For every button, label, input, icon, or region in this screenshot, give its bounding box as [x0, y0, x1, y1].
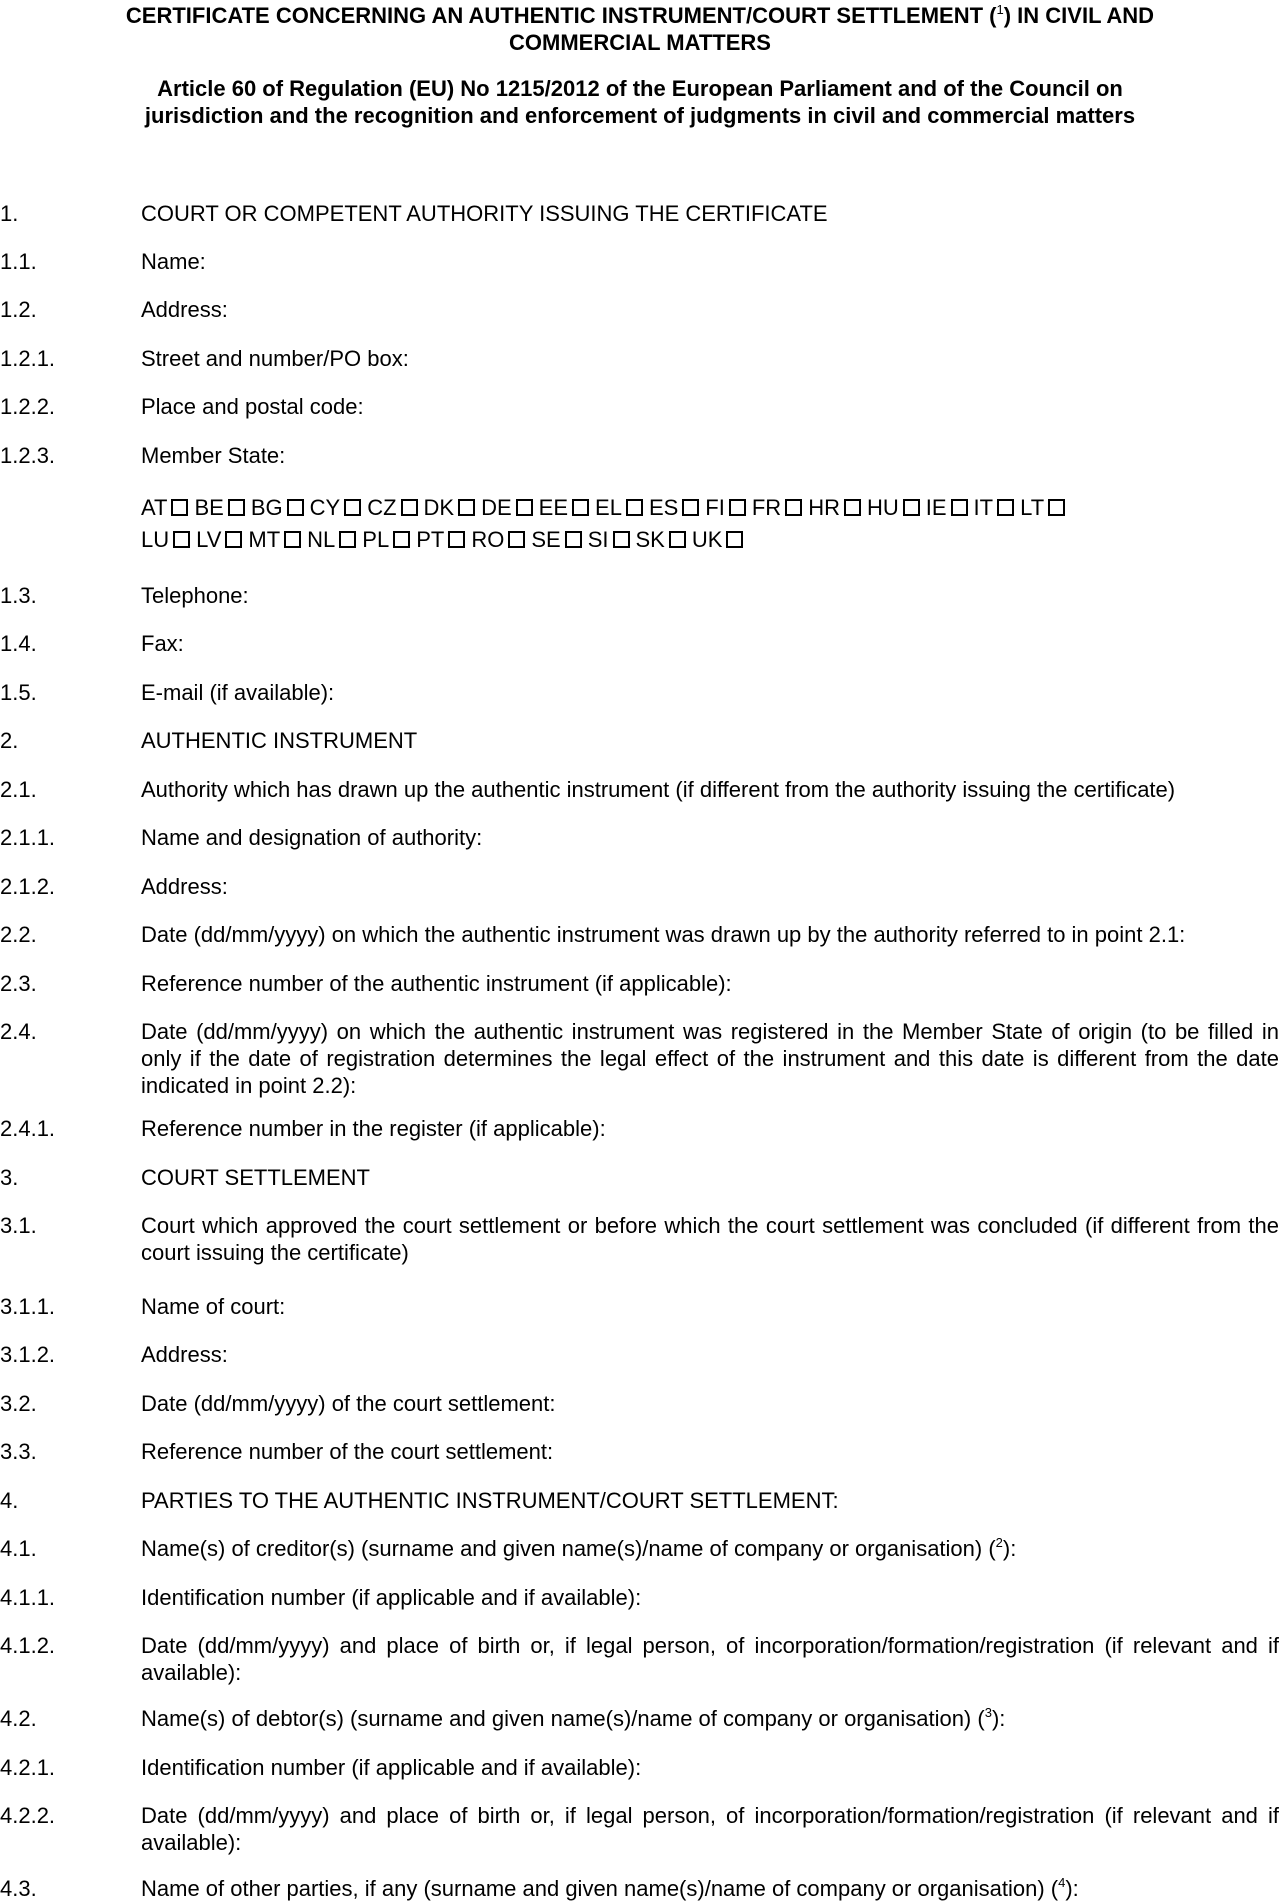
- section-text: Address:: [141, 874, 228, 899]
- member-state-code: SE: [531, 527, 561, 552]
- section-label: [141, 1875, 1279, 1902]
- section-label: [141, 1535, 1279, 1562]
- checkbox-lt[interactable]: [1048, 499, 1065, 516]
- section-text: Date (dd/mm/yyyy) on which the authentic instrument was registered in the Member State of origin (to be filled in only if the date of registration determines the legal effect of the instrument and this date is different from the date indicated in point 2.2):: [141, 1019, 1279, 1098]
- section-label: [141, 679, 1279, 706]
- section-label: [141, 1212, 1279, 1266]
- section-text: Authority which has drawn up the authentic instrument (if different from the authority issuing the certificate): [141, 777, 1176, 802]
- section-label: [141, 970, 1279, 997]
- section-label: [141, 1754, 1279, 1781]
- member-state-code: IT: [973, 495, 994, 520]
- section-number: 1.3.: [0, 583, 37, 608]
- section-label: [141, 1293, 1279, 1320]
- section-number: 3.1.1.: [0, 1294, 56, 1319]
- section-number: 1.4.: [0, 631, 37, 656]
- section-text-end: ):: [1065, 1876, 1079, 1901]
- section-text: Street and number/PO box:: [141, 346, 409, 371]
- section-label: [141, 1018, 1279, 1099]
- section-number: 4.2.1.: [0, 1755, 56, 1780]
- member-state-code: SK: [635, 527, 665, 552]
- member-state-code: FI: [705, 495, 725, 520]
- section-label: [141, 248, 1279, 275]
- section-text: Name:: [141, 249, 206, 274]
- member-state-code: IE: [925, 495, 947, 520]
- section-number: 1.1.: [0, 249, 37, 274]
- section-number: 3.1.: [0, 1213, 37, 1238]
- member-state-option-se: [531, 526, 585, 553]
- section-number: 4.1.: [0, 1536, 37, 1561]
- section-number: 4.1.2.: [0, 1633, 56, 1658]
- checkbox-mt[interactable]: [284, 531, 301, 548]
- member-state-option-lt: [1020, 494, 1069, 521]
- footnote-ref-1: 1: [996, 2, 1004, 17]
- section-text-end: ):: [1002, 1536, 1017, 1561]
- section-label: [141, 776, 1279, 803]
- section-label: [141, 1164, 1279, 1191]
- section-number: 2.1.1.: [0, 825, 56, 850]
- footnote-ref: 2: [995, 1535, 1003, 1550]
- checkbox-dk[interactable]: [458, 499, 475, 516]
- member-state-option-lv: [196, 526, 246, 553]
- section-number: 3.: [0, 1165, 19, 1190]
- section-text: Address:: [141, 297, 228, 322]
- section-number: 4.: [0, 1488, 19, 1513]
- section-number: 2.4.: [0, 1019, 37, 1044]
- member-state-code: UK: [691, 527, 723, 552]
- checkbox-lu[interactable]: [173, 531, 190, 548]
- document-title: [40, 2, 1240, 56]
- member-state-code: HR: [808, 495, 840, 520]
- member-state-option-hu: [867, 494, 924, 521]
- member-state-option-fi: [705, 494, 750, 521]
- checkbox-fr[interactable]: [785, 499, 802, 516]
- member-state-option-hr: [808, 494, 865, 521]
- member-state-option-ee: [539, 494, 593, 521]
- subtitle-line2: jurisdiction and the recognition and enforcement of judgments in civil and commercial matters: [144, 103, 1136, 128]
- footnote-ref: 3: [984, 1705, 992, 1720]
- member-state-option-it: [974, 494, 1019, 521]
- section-text-end: ):: [991, 1706, 1006, 1731]
- section-text: Date (dd/mm/yyyy) of the court settlement:: [141, 1391, 556, 1416]
- member-state-option-el: [595, 494, 647, 521]
- member-state-option-bg: [251, 494, 308, 521]
- member-state-code: EL: [595, 495, 622, 520]
- member-state-code: EE: [538, 495, 569, 520]
- section-label: [141, 296, 1279, 323]
- section-text: Reference number of the court settlement:: [141, 1439, 554, 1464]
- member-state-code: AT: [141, 495, 168, 520]
- checkbox-hu[interactable]: [903, 499, 920, 516]
- member-state-option-pt: [416, 526, 469, 553]
- checkbox-pl[interactable]: [393, 531, 410, 548]
- checkbox-si[interactable]: [613, 531, 630, 548]
- section-label: [141, 442, 1279, 469]
- document-subtitle: [40, 75, 1240, 129]
- checkbox-ee[interactable]: [572, 499, 589, 516]
- section-number: 2.2.: [0, 922, 37, 947]
- section-text: AUTHENTIC INSTRUMENT: [141, 728, 418, 753]
- section-number: 4.3.: [0, 1876, 37, 1901]
- checkbox-at[interactable]: [171, 499, 188, 516]
- section-label: [141, 873, 1279, 900]
- member-state-code: CY: [309, 495, 341, 520]
- section-text: Place and postal code:: [141, 394, 364, 419]
- section-text: Name of court:: [141, 1294, 286, 1319]
- section-label: [141, 727, 1279, 754]
- checkbox-pt[interactable]: [448, 531, 465, 548]
- member-state-option-dk: [424, 494, 480, 521]
- member-state-option-uk: [692, 526, 748, 553]
- member-state-option-cy: [310, 494, 366, 521]
- section-text: COURT OR COMPETENT AUTHORITY ISSUING THE CERTIFICATE: [141, 201, 828, 226]
- title-line1-part2: ) IN CIVIL AND: [1003, 3, 1155, 28]
- title-line1-part1: CERTIFICATE CONCERNING AN AUTHENTIC INSTRUMENT/COURT SETTLEMENT (: [125, 3, 997, 28]
- member-state-option-es: [649, 494, 703, 521]
- section-text: Reference number of the authentic instrument (if applicable):: [141, 971, 732, 996]
- section-label: [141, 1802, 1279, 1856]
- member-state-code: BE: [194, 495, 224, 520]
- checkbox-es[interactable]: [682, 499, 699, 516]
- checkbox-uk[interactable]: [726, 531, 743, 548]
- member-state-row-1: [141, 494, 1279, 524]
- section-text: Address:: [141, 1342, 228, 1367]
- subtitle-line1: Article 60 of Regulation (EU) No 1215/2012 of the European Parliament and of the Council on: [157, 76, 1123, 101]
- section-text: COURT SETTLEMENT: [141, 1165, 370, 1190]
- member-state-code: LV: [196, 527, 222, 552]
- member-state-code: LU: [141, 527, 170, 552]
- member-state-option-si: [588, 526, 634, 553]
- section-label: [141, 1390, 1279, 1417]
- checkbox-bg[interactable]: [287, 499, 304, 516]
- section-label: [141, 1115, 1279, 1142]
- section-label: [141, 1632, 1279, 1686]
- section-text: Reference number in the register (if applicable):: [141, 1116, 606, 1141]
- checkbox-hr[interactable]: [844, 499, 861, 516]
- section-number: 1.2.: [0, 297, 37, 322]
- section-text: Name(s) of creditor(s) (surname and given name(s)/name of company or organisation) (: [141, 1536, 996, 1561]
- member-state-option-at: [141, 494, 192, 521]
- member-state-code: CZ: [367, 495, 397, 520]
- section-text: Name of other parties, if any (surname and given name(s)/name of company or organisation) (: [141, 1876, 1059, 1901]
- section-label: [141, 1584, 1279, 1611]
- member-state-code: SI: [587, 527, 609, 552]
- member-state-code: BG: [250, 495, 283, 520]
- section-number: 2.1.2.: [0, 874, 56, 899]
- section-number: 2.1.: [0, 777, 37, 802]
- section-label: [141, 1341, 1279, 1368]
- section-text: Court which approved the court settlement or before which the court settlement was concluded (if different from the court issuing the certificate): [141, 1213, 1279, 1265]
- checkbox-el[interactable]: [626, 499, 643, 516]
- member-state-code: PL: [362, 527, 390, 552]
- member-state-code: FR: [751, 495, 782, 520]
- title-line2: COMMERCIAL MATTERS: [509, 30, 771, 55]
- checkbox-fi[interactable]: [729, 499, 746, 516]
- section-number: 4.1.1.: [0, 1585, 56, 1610]
- checkbox-de[interactable]: [516, 499, 533, 516]
- section-number: 4.2.2.: [0, 1803, 56, 1828]
- checkbox-sk[interactable]: [669, 531, 686, 548]
- section-text: Member State:: [141, 443, 286, 468]
- section-number: 1.5.: [0, 680, 37, 705]
- section-label: [141, 582, 1279, 609]
- checkbox-it[interactable]: [997, 499, 1014, 516]
- member-state-option-fr: [752, 494, 806, 521]
- section-text: Identification number (if applicable and if available):: [141, 1585, 642, 1610]
- checkbox-cz[interactable]: [401, 499, 418, 516]
- section-number: 3.2.: [0, 1391, 37, 1416]
- section-label: [141, 630, 1279, 657]
- section-number: 1.2.2.: [0, 394, 56, 419]
- checkbox-lv[interactable]: [225, 531, 242, 548]
- member-state-option-cz: [367, 494, 421, 521]
- section-text: Telephone:: [141, 583, 249, 608]
- section-text: Name and designation of authority:: [141, 825, 483, 850]
- section-label: [141, 1487, 1279, 1514]
- section-text: PARTIES TO THE AUTHENTIC INSTRUMENT/COURT SETTLEMENT:: [141, 1488, 839, 1513]
- section-number: 1.2.3.: [0, 443, 56, 468]
- section-text: Date (dd/mm/yyyy) on which the authentic instrument was drawn up by the authority referred to in point 2.1:: [141, 922, 1186, 947]
- section-label: [141, 1705, 1279, 1732]
- member-state-code: MT: [248, 527, 281, 552]
- section-number: 3.1.2.: [0, 1342, 56, 1367]
- checkbox-cy[interactable]: [344, 499, 361, 516]
- section-number: 1.: [0, 201, 19, 226]
- section-label: [141, 1438, 1279, 1465]
- member-state-code: RO: [471, 527, 505, 552]
- section-number: 1.2.1.: [0, 346, 56, 371]
- member-state-code: PT: [416, 527, 445, 552]
- footnote-ref: 4: [1058, 1875, 1066, 1890]
- member-state-option-sk: [636, 526, 690, 553]
- checkbox-be[interactable]: [228, 499, 245, 516]
- member-state-option-mt: [248, 526, 305, 553]
- section-number: 2.3.: [0, 971, 37, 996]
- member-state-row-2: [141, 526, 1279, 556]
- member-state-code: HU: [866, 495, 899, 520]
- member-state-option-ie: [926, 494, 972, 521]
- section-text: E-mail (if available):: [141, 680, 335, 705]
- member-state-option-be: [194, 494, 248, 521]
- section-text: Date (dd/mm/yyyy) and place of birth or, if legal person, of incorporation/formation/registration (if relevant and if available):: [141, 1803, 1279, 1855]
- section-text: Date (dd/mm/yyyy) and place of birth or, if legal person, of incorporation/formation/registration (if relevant and if available):: [141, 1633, 1279, 1685]
- member-state-option-lu: [141, 526, 194, 553]
- section-label: [141, 393, 1279, 420]
- section-number: 3.3.: [0, 1439, 37, 1464]
- member-state-option-de: [481, 494, 537, 521]
- checkbox-ie[interactable]: [951, 499, 968, 516]
- member-state-code: LT: [1020, 495, 1045, 520]
- member-state-code: ES: [648, 495, 679, 520]
- section-label: [141, 345, 1279, 372]
- section-number: 2.: [0, 728, 19, 753]
- member-state-code: DK: [423, 495, 455, 520]
- section-label: [141, 200, 1279, 227]
- member-state-option-ro: [471, 526, 529, 553]
- section-label: [141, 824, 1279, 851]
- member-state-option-pl: [362, 526, 414, 553]
- checkbox-se[interactable]: [565, 531, 582, 548]
- section-text: Fax:: [141, 631, 184, 656]
- section-number: 4.2.: [0, 1706, 37, 1731]
- member-state-code: DE: [481, 495, 512, 520]
- section-text: Name(s) of debtor(s) (surname and given name(s)/name of company or organisation) (: [141, 1706, 985, 1731]
- section-label: [141, 921, 1279, 948]
- member-state-code: NL: [307, 527, 336, 552]
- checkbox-nl[interactable]: [339, 531, 356, 548]
- section-text: Identification number (if applicable and if available):: [141, 1755, 642, 1780]
- checkbox-ro[interactable]: [508, 531, 525, 548]
- member-state-option-nl: [307, 526, 360, 553]
- section-number: 2.4.1.: [0, 1116, 56, 1141]
